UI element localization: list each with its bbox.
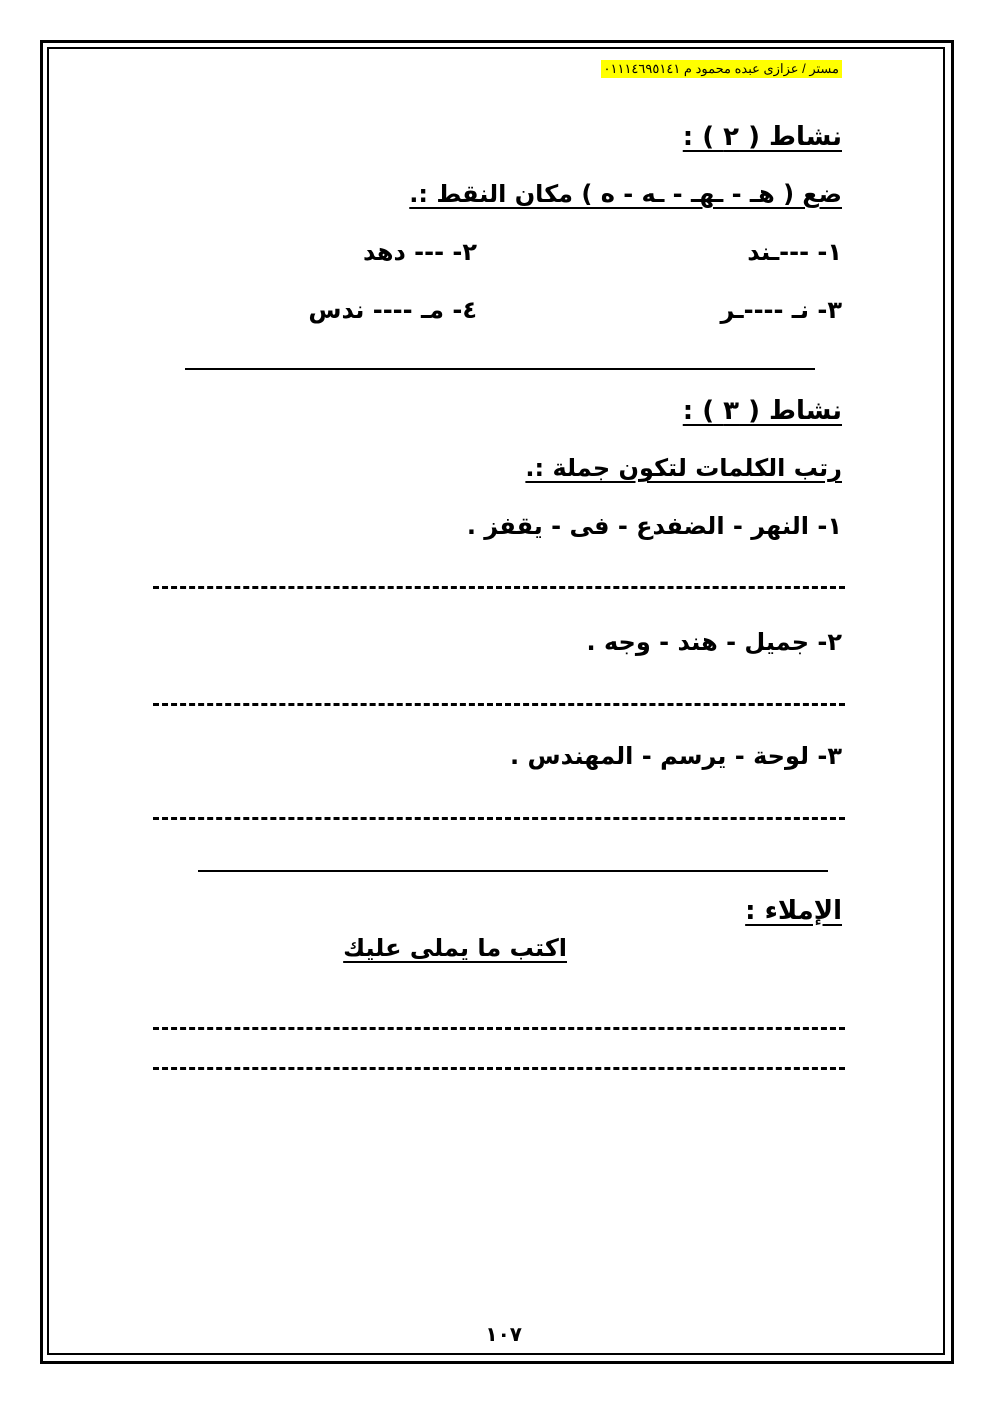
activity3-item-3: ٣- لوحة - يرسم - المهندس . xyxy=(509,742,842,770)
activity2-item-1: ١- ---ـند xyxy=(747,238,842,266)
activity2-item-4: ٤- مـ ---- ندس xyxy=(308,296,477,324)
activity3-item-1: ١- النهر - الضفدع - فى - يقفز . xyxy=(466,512,842,540)
activity2-instruction: ضع ( هـ - ـهـ - ـه - ه ) مكان النقط :. xyxy=(409,180,842,208)
answer-line-2 xyxy=(153,703,845,706)
dictation-line-1 xyxy=(153,1027,845,1030)
activity2-title: نشاط ( ٢ ) : xyxy=(682,122,842,152)
activity3-instruction: رتب الكلمات لتكون جملة :. xyxy=(525,454,842,482)
page-number: ١٠٧ xyxy=(485,1322,522,1346)
dictation-title: الإملاء : xyxy=(745,896,842,926)
activity3-title: نشاط ( ٣ ) : xyxy=(682,396,842,426)
activity2-item-2: ٢- --- دهد xyxy=(362,238,477,266)
answer-line-3 xyxy=(153,817,845,820)
section-divider-1 xyxy=(185,368,815,370)
answer-line-1 xyxy=(153,586,845,589)
activity2-item-3: ٣- نـ ----ـر xyxy=(720,296,842,324)
author-header: مستر / عزازى عبده محمود م ٠١١١٤٦٩٥١٤١ xyxy=(601,60,843,78)
dictation-instruction: اكتب ما يملى عليك xyxy=(343,934,567,962)
dictation-line-2 xyxy=(153,1067,845,1070)
activity3-item-2: ٢- جميل - هند - وجه . xyxy=(586,628,842,656)
section-divider-2 xyxy=(198,870,828,872)
